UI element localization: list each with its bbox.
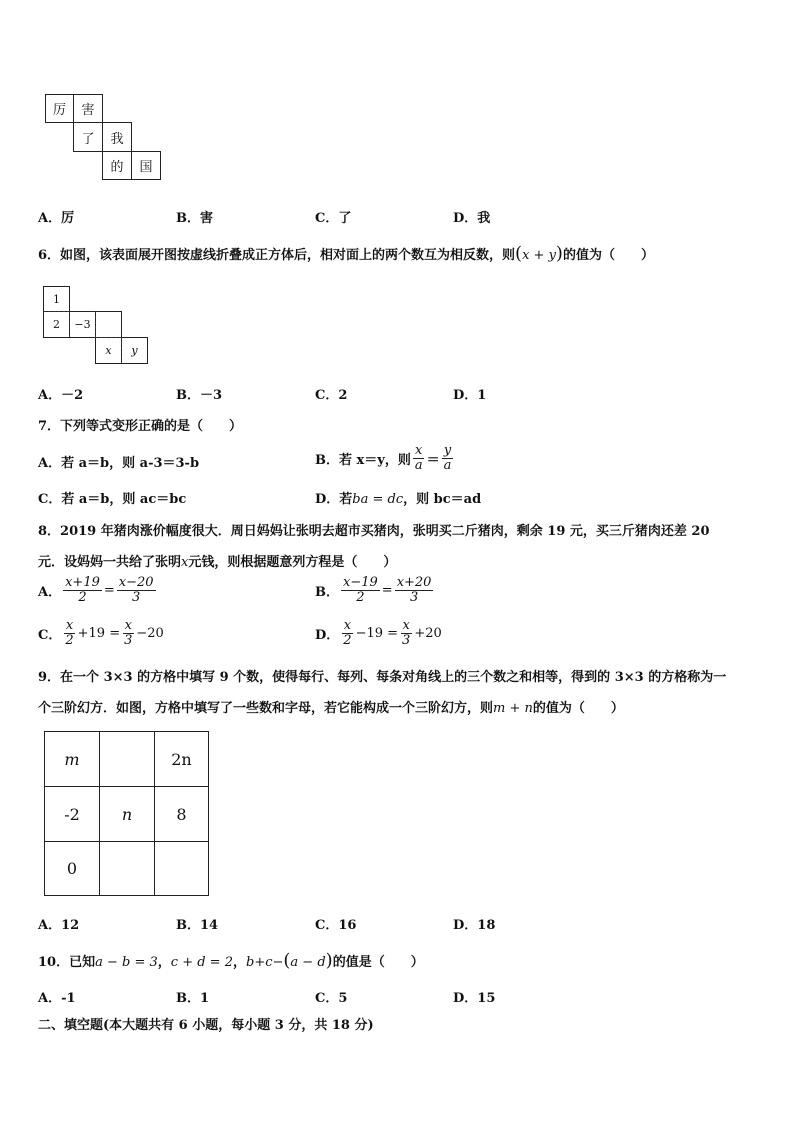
q8-option-c xyxy=(38,619,164,647)
q10-equation: a − b = 3 xyxy=(95,955,158,970)
q7-option-d-tail: ，则 bc＝ad xyxy=(403,492,482,507)
open-paren: ( xyxy=(515,243,523,264)
numerator: x xyxy=(343,618,352,633)
q8-variable: x xyxy=(181,555,189,570)
separator: ， xyxy=(157,955,171,970)
q7-stem: 7．下列等式变形正确的是（ ） xyxy=(38,419,243,434)
separator: ， xyxy=(232,955,246,970)
q10-option-c: C．5 xyxy=(315,991,348,1006)
net-cell: 了 xyxy=(73,122,103,152)
magic-cell xyxy=(154,841,209,896)
q8-stem-text: 元．设妈妈一共给了张明 xyxy=(38,555,182,570)
numerator: x xyxy=(124,618,132,633)
q9-option-d: D．18 xyxy=(453,918,496,933)
fraction xyxy=(63,619,75,647)
q10-expression: b+c− xyxy=(246,955,284,970)
magic-cell xyxy=(99,841,155,896)
fraction xyxy=(117,576,156,604)
q7-option-c: C．若 a＝b，则 ac＝bc xyxy=(38,492,187,507)
q7-option-a: A．若 a＝b，则 a-3＝3-b xyxy=(38,456,200,471)
net-cell: 害 xyxy=(73,94,103,123)
net-cell: 的 xyxy=(102,151,132,180)
net-cell: x xyxy=(95,337,122,364)
close-paren: ) xyxy=(555,243,563,264)
q9-option-c: C．16 xyxy=(315,918,357,933)
section-heading: 二、填空题(本大题共有 6 小题，每小题 3 分，共 18 分) xyxy=(38,1018,374,1033)
denominator: a xyxy=(414,457,423,473)
magic-cell: 2n xyxy=(154,731,209,787)
fraction xyxy=(442,444,454,472)
q6-option-b: B．－3 xyxy=(176,388,223,403)
q10-option-a: A．-1 xyxy=(38,991,76,1006)
q9-stem-line2 xyxy=(38,697,624,716)
denominator: 3 xyxy=(402,632,411,648)
q6-stem xyxy=(38,243,654,264)
q10-option-d: D．15 xyxy=(453,991,496,1006)
option-label: C． xyxy=(38,627,62,643)
q9-stem-tail: 的值为（ ） xyxy=(532,701,624,716)
option-label: D． xyxy=(315,627,340,643)
q9-option-b: B．14 xyxy=(176,918,219,933)
numerator: x xyxy=(402,618,410,633)
numerator: x−19 xyxy=(343,575,378,590)
q6-expression: x + y xyxy=(522,248,556,263)
q8-stem-line1: 8．2019 年猪肉涨价幅度很大．周日妈妈让张明去超市买猪肉，张明买二斤猪肉，剩余 19 元，买三斤猪肉还差 20 xyxy=(38,524,710,539)
fraction xyxy=(341,576,380,604)
q8-option-b xyxy=(315,576,435,604)
net-cell: 1 xyxy=(43,286,70,312)
q9-expression: m + n xyxy=(493,701,533,716)
q6-stem-text: 6．如图，该表面展开图按虚线折叠成正方体后，相对面上的两个数互为相反数，则 xyxy=(38,248,516,263)
numerator: x xyxy=(65,618,74,633)
q5-option-c: C．了 xyxy=(315,211,352,226)
q8-stem-line2 xyxy=(38,551,396,570)
q6-option-d: D．1 xyxy=(453,388,487,403)
denominator: 3 xyxy=(409,589,419,605)
fraction xyxy=(122,619,134,647)
fraction xyxy=(341,619,353,647)
fraction xyxy=(400,619,412,647)
math-operator: −20 xyxy=(136,625,164,641)
fraction xyxy=(413,444,425,472)
q7-option-b-text: B．若 x＝y，则 xyxy=(315,452,411,468)
option-label: B． xyxy=(315,584,339,600)
q10-stem-text: 10．已知 xyxy=(38,955,96,970)
q8-option-a xyxy=(38,576,158,604)
net-cell: 2 xyxy=(43,311,70,338)
fraction xyxy=(395,576,434,604)
net-cell: y xyxy=(121,337,148,364)
denominator: 2 xyxy=(78,589,87,605)
q9-option-a: A．12 xyxy=(38,918,80,933)
net-cell: 国 xyxy=(131,151,161,180)
equals-sign: = xyxy=(381,582,393,598)
q5-option-d: D．我 xyxy=(453,211,491,226)
magic-cell: m xyxy=(44,731,100,787)
magic-cell xyxy=(99,731,155,787)
magic-cell: n xyxy=(99,786,155,842)
net-cell xyxy=(95,311,122,338)
magic-cell: -2 xyxy=(44,786,100,842)
net-cell: 厉 xyxy=(45,94,74,123)
denominator: 2 xyxy=(356,589,365,605)
q5-option-b: B．害 xyxy=(176,211,213,226)
numerator: x xyxy=(415,443,423,458)
math-operator: −19 = xyxy=(355,625,399,641)
q7-option-d-expression: ba = dc xyxy=(352,492,404,507)
denominator: 2 xyxy=(343,632,352,648)
q10-stem xyxy=(38,950,424,971)
q5-option-a: A．厉 xyxy=(38,211,75,226)
q9-stem-text: 个三阶幻方．如图，方格中填写了一些数和字母，若它能构成一个三阶幻方，则 xyxy=(38,701,494,716)
equals-sign: = xyxy=(103,582,115,598)
q6-option-a: A．－2 xyxy=(38,388,84,403)
magic-cell: 0 xyxy=(44,841,100,896)
q7-option-b xyxy=(315,444,455,472)
q7-option-d xyxy=(315,488,481,507)
q9-stem-line1: 9．在一个 3×3 的方格中填写 9 个数，使得每行、每列、每条对角线上的三个数之和相等，得到的 3×3 的方格称为一 xyxy=(38,670,727,685)
q7-option-d-text: D．若 xyxy=(315,492,353,507)
option-label: A． xyxy=(38,584,62,600)
q6-option-c: C．2 xyxy=(315,388,348,403)
fraction xyxy=(63,576,102,604)
open-paren: ( xyxy=(283,950,291,971)
equals-sign: ＝ xyxy=(426,452,440,468)
q6-stem-tail: 的值为（ ） xyxy=(562,248,654,263)
q8-option-d xyxy=(315,619,442,647)
numerator: x−20 xyxy=(118,575,154,590)
denominator: 3 xyxy=(124,632,133,648)
numerator: y xyxy=(443,443,452,458)
numerator: x+19 xyxy=(65,575,100,590)
q10-option-b: B．1 xyxy=(176,991,210,1006)
q8-stem-tail: 元钱，则根据题意列方程是（ ） xyxy=(188,555,397,570)
q10-equation: c + d = 2 xyxy=(170,955,233,970)
q10-stem-tail: 的值是（ ） xyxy=(332,955,424,970)
math-operator: +19 = xyxy=(77,625,121,641)
magic-cell: 8 xyxy=(154,786,209,842)
denominator: 3 xyxy=(132,589,141,605)
q10-expression: a − d xyxy=(290,955,326,970)
math-operator: +20 xyxy=(414,625,442,641)
denominator: 2 xyxy=(65,632,74,648)
net-cell: 我 xyxy=(102,122,132,152)
numerator: x+20 xyxy=(396,575,432,590)
denominator: a xyxy=(443,457,452,473)
net-cell: −3 xyxy=(69,311,96,338)
close-paren: ) xyxy=(325,950,333,971)
